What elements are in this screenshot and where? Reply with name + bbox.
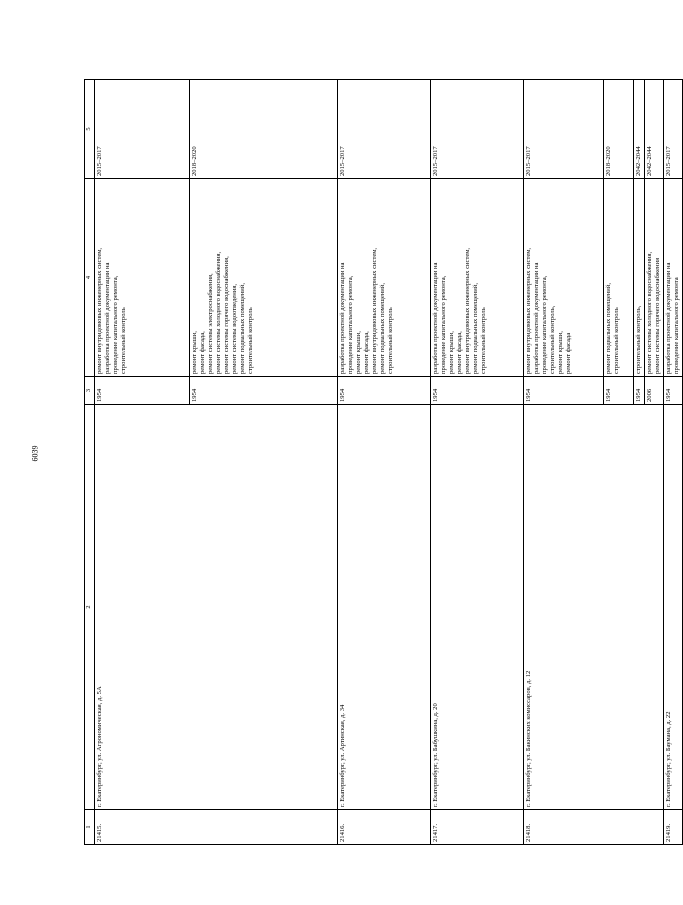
work-line: строительный контроль (120, 307, 128, 374)
work-line: проведение капитального ремонта, (541, 275, 549, 374)
row-number: 21415. (95, 810, 338, 845)
work-line: ремонт системы горячего водоснабжения, (223, 256, 231, 374)
works-cell (95, 179, 190, 377)
work-line: ремонт фасада, (199, 331, 207, 374)
header-col-1: 1 (85, 810, 95, 845)
works-cell (338, 179, 431, 377)
header-col-3: 3 (85, 377, 95, 405)
table-row (431, 80, 524, 845)
work-line: ремонт подвальных помещений, (379, 283, 387, 374)
work-line: ремонт крыши, (355, 331, 363, 374)
work-line: ремонт системы горячего водоснабжения (654, 257, 662, 374)
works-cell (604, 179, 634, 377)
work-line: ремонт системы водоотведения, (231, 283, 239, 374)
address-cell: г. Екатеринбург, ул. Бабушкина, д. 20 (431, 405, 524, 810)
address-cell: г. Екатеринбург, ул. Артинская, д. 34 (338, 405, 431, 810)
work-line: ремонт фасада, (456, 331, 464, 374)
work-line: ремонт крыши, (557, 331, 565, 374)
address-cell: г. Екатеринбург, ул. Бакинских комиссаров, д. 12 (524, 405, 664, 810)
work-line: разработка проектной документации на (339, 262, 346, 374)
works-cell (645, 179, 664, 377)
work-line: ремонт системы холодного водоснабжения, (215, 251, 223, 374)
work-line: ремонт внутридомовых инженерных систем, (96, 247, 103, 374)
work-line: ремонт подвальных помещений, (472, 283, 480, 374)
period-cell: 2042–2044 (634, 80, 645, 179)
work-line: ремонт системы электроснабжения, (207, 273, 215, 374)
works-cell (524, 179, 604, 377)
year-cell: 1954 (338, 377, 431, 405)
year-cell: 1954 (604, 377, 634, 405)
header-row (85, 80, 95, 845)
works-cell (634, 179, 645, 377)
work-line: ремонт крыши, (191, 331, 198, 374)
work-line: проведение капитального ремонта, (347, 275, 355, 374)
work-line: разработка проектной документации на (432, 262, 439, 374)
row-number: 21417. (431, 810, 524, 845)
work-line: ремонт внутридомовых инженерных систем, (464, 247, 472, 374)
period-cell: 2018–2020 (190, 80, 338, 179)
period-cell: 2015–2017 (664, 80, 683, 179)
period-cell: 2015–2017 (95, 80, 190, 179)
year-cell: 1954 (190, 377, 338, 405)
work-line: строительный контроль, (635, 305, 642, 374)
page-number-text: 6039 (30, 445, 40, 461)
row-number: 21416. (338, 810, 431, 845)
period-cell: 2042–2044 (645, 80, 664, 179)
row-number: 21418. (524, 810, 664, 845)
header-col-2: 2 (85, 405, 95, 810)
work-line: строительный контроль (613, 307, 621, 374)
work-line: строительный контроль (247, 307, 255, 374)
works-cell (431, 179, 524, 377)
year-cell: 1954 (664, 377, 683, 405)
work-line: ремонт подвальных помещений, (239, 283, 247, 374)
period-cell: 2015–2017 (338, 80, 431, 179)
work-line: ремонт фасада, (363, 331, 371, 374)
period-cell: 2018–2020 (604, 80, 634, 179)
work-line: проведение капитального ремонта, (112, 275, 120, 374)
year-cell: 1954 (431, 377, 524, 405)
work-line: проведение капитального ремонта (673, 277, 681, 374)
works-cell (190, 179, 338, 377)
work-line: ремонт внутридомовых инженерных систем, (525, 247, 532, 374)
work-line: разработка проектной документации на (533, 262, 541, 374)
work-line: строительный контроль (387, 307, 395, 374)
works-cell (664, 179, 683, 377)
register-table-frame (84, 80, 681, 845)
work-line: ремонт системы холодного водоснабжения, (646, 251, 654, 374)
year-cell: 1954 (634, 377, 645, 405)
table-row (338, 80, 431, 845)
work-line: ремонт фасада (565, 332, 573, 374)
register-table-body (85, 80, 683, 845)
table-row (664, 80, 683, 845)
page-number (25, 428, 45, 478)
year-cell: 1954 (95, 377, 190, 405)
header-col-4: 4 (85, 179, 95, 377)
year-cell: 2006 (645, 377, 664, 405)
address-cell: г. Екатеринбург, ул. Агрономическая, д. 5А (95, 405, 338, 810)
work-line: ремонт крыши, (448, 331, 456, 374)
period-cell: 2015–2017 (431, 80, 524, 179)
header-col-5: 5 (85, 80, 95, 179)
table-row (95, 80, 190, 845)
work-line: строительный контроль, (549, 305, 557, 374)
work-line: строительный контроль (480, 307, 488, 374)
year-cell: 1954 (524, 377, 604, 405)
work-line: ремонт внутридомовых инженерных систем, (371, 247, 379, 374)
table-row (524, 80, 604, 845)
work-line: ремонт подвальных помещений, (605, 283, 612, 374)
work-line: разработка проектной документации на (665, 262, 673, 374)
address-cell: г. Екатеринбург, ул. Баумана, д. 22 (664, 405, 683, 810)
register-table (84, 79, 683, 845)
work-line: разработка проектной документации на (104, 262, 112, 374)
period-cell: 2015–2017 (524, 80, 604, 179)
work-line: проведение капитального ремонта, (440, 275, 448, 374)
row-number: 21419. (664, 810, 683, 845)
